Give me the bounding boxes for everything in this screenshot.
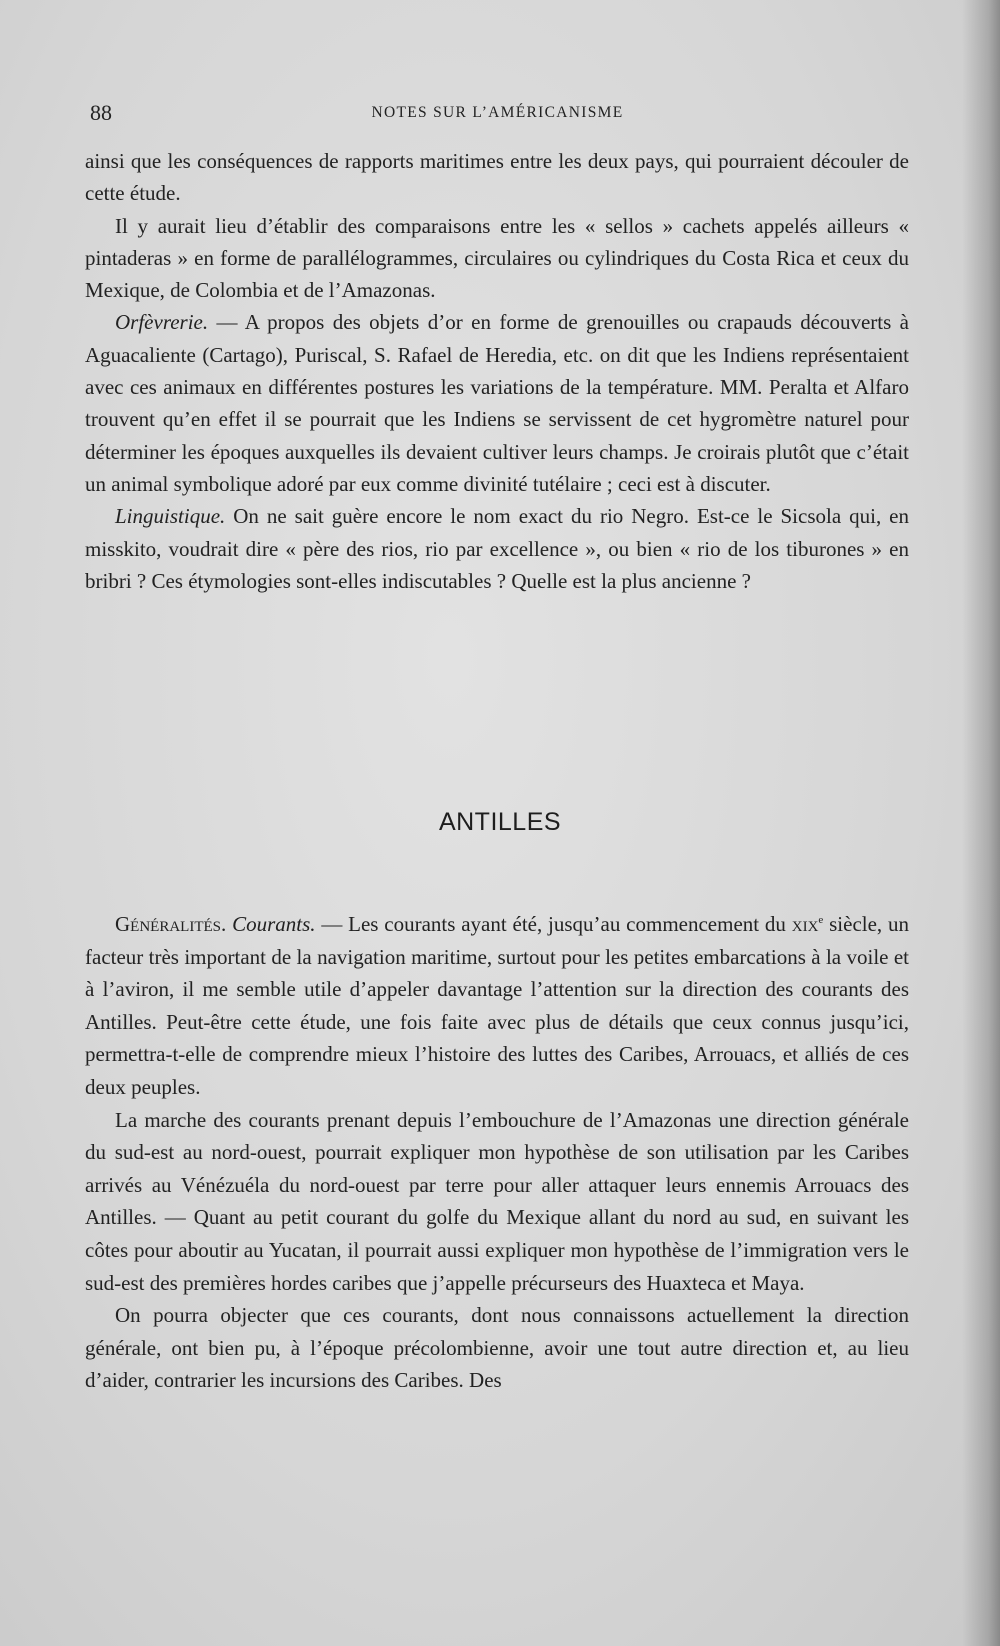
paragraph [85,306,909,500]
paragraph: Il y aurait lieu d’établir des comparaisons entre les « sellos » cachets appelés ailleurs « pintaderas » en forme de parallélogrammes, circulaires ou cylindriques du Costa Rica et ceux du Mexique, de Colombia et de l’Amazonas. [85,213,909,303]
upper-text-block [85,145,909,597]
paragraph [85,908,909,1104]
paragraph-heading-generalites: Généralités. [115,912,227,936]
paragraph-text: siècle, un facteur très important de la navigation maritime, surtout pour les petites embarcations à la voile et à l’aviron, il me semble utile d’appeler davantage l’attention sur la direction des courants des Antilles. Peut-être cette étude, une fois faite avec plus de détails que ceux connus jusqu’ici, permettra-t-elle de comprendre mieux l’histoire des luttes des Caribes, Arrouacs, et alliés de ces deux peuples. [85,912,909,1099]
section-title: ANTILLES [438,808,562,836]
paragraph-heading-orfevrerie: Orfèvrerie. [115,310,209,335]
page-number: 88 [90,100,112,125]
paragraph: ainsi que les conséquences de rapports maritimes entre les deux pays, qui pourraient découler de cette étude. [85,149,909,206]
paragraph-text: — A propos des objets d’or en forme de grenouilles ou crapauds découverts à Aguacaliente (Cartago), Puriscal, S. Rafael de Heredia, etc. on dit que les Indiens représentaient avec ces animaux en différentes postures les variations de la température. MM. Peralta et Alfaro trouvent qu’en effet il se pourrait que les Indiens se servissent de cet hygromètre naturel pour déterminer les époques auxquelles ils devaient cultiver leurs champs. Je croirais plutôt que c’était un animal symbolique adoré par eux comme divinité tutélaire ; ceci est à discuter. [85,310,909,496]
century-numeral: xix [791,912,819,936]
paragraph [85,500,909,597]
paragraph-text: On ne sait guère encore le nom exact du rio Negro. Est-ce le Sicsola qui, en misskito, voudrait dire « père des rios, rio par excellence », ou bien « rio de los tiburones » en bribri ? Ces étymologies sont-elles indiscutables ? Quelle est la plus ancienne ? [85,504,909,593]
lower-text-block [85,908,909,1397]
paragraph-subheading-courants: Courants. [232,912,316,936]
paragraph-text: — Les courants ayant été, jusqu’au commencement du [315,912,792,936]
century-superscript: e [818,914,824,926]
paragraph: On pourra objecter que ces courants, dont nous connaissons actuellement la direction générale, ont bien pu, à l’époque précolombienne, avoir une tout autre direction et, au lieu d’aider, contrarier les incursions des Caribes. Des [85,1303,909,1393]
paragraph: La marche des courants prenant depuis l’embouchure de l’Amazonas une direction générale du sud-est au nord-ouest, pourrait expliquer mon hypothèse de son utilisation par les Caribes arrivés au Vénézuéla du nord-ouest par terre pour aller attaquer leurs ennemis Arrouacs des Antilles. — Quant au petit courant du golfe du Mexique allant du nord au sud, en suivant les côtes pour aboutir au Yucatan, il pourrait aussi expliquer mon hypothèse de l’immigration vers le sud-est des premières hordes caribes que j’appelle précurseurs des Huaxteca et Maya. [85,1107,909,1295]
paragraph-heading-linguistique: Linguistique. [115,504,226,529]
running-title: NOTES SUR L’AMÉRICANISME [371,104,624,121]
page-header [90,100,905,132]
